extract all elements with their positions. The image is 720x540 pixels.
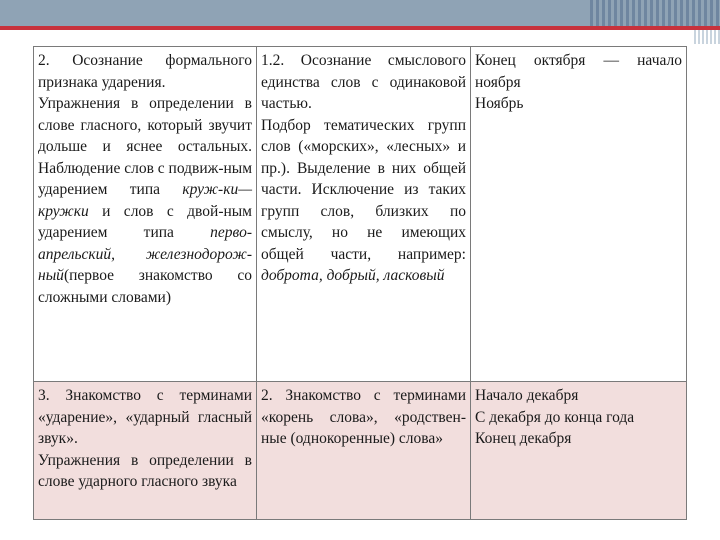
corner-decoration — [694, 30, 720, 44]
cell-paragraph — [38, 93, 252, 308]
cell-paragraph: Конец октября — начало ноября — [475, 52, 682, 91]
accent-line — [0, 26, 720, 30]
table-cell — [257, 47, 471, 382]
cell-paragraph: 2. Осознание формального признака ударения. — [38, 52, 252, 91]
banner-stripes — [590, 0, 720, 26]
curriculum-table — [33, 46, 687, 520]
example-words: доброта, добрый, ласковый — [261, 267, 445, 284]
table-cell — [34, 382, 257, 520]
cell-paragraph — [261, 115, 466, 287]
table-cell — [257, 382, 471, 520]
table-cell — [471, 47, 687, 382]
table-row — [34, 382, 687, 520]
cell-text: и слов с двой-ным ударением типа — [38, 202, 252, 241]
top-banner — [0, 0, 720, 26]
cell-line: Начало декабря — [475, 387, 579, 404]
example-words: круж-ки— кружки — [38, 181, 252, 220]
cell-paragraph: 3. Знакомство с терминами «ударение», «ударный гласный звук». — [38, 387, 252, 447]
cell-text: (первое знакомство со сложными словами) — [38, 267, 252, 306]
table-cell — [34, 47, 257, 382]
cell-line: С декабря до конца года — [475, 408, 635, 426]
cell-line: Конец декабря — [475, 430, 572, 447]
cell-paragraph: Упражнения в определении в слове ударного гласного звука — [38, 451, 252, 490]
cell-paragraph: 2. Знакомство с терминами «корень слова», «родствен-ные (однокоренные) слова» — [261, 387, 466, 447]
table-row — [34, 47, 687, 382]
example-words: перво-апрельский, железнодорож-ный — [38, 224, 252, 284]
cell-paragraph: 1.2. Осознание смыслового единства слов с одинаковой частью. — [261, 52, 466, 112]
cell-text: Упражнения в определении в слове гласного, который звучит дольше и яснее остальных. Наблюдение слов с подвиж-ным ударением типа — [38, 95, 253, 198]
cell-text: Подбор тематических групп слов («морских», «лесных» и пр.). Выделение в них общей части. Исключение из таких групп слов, близких по смыслу, но не имеющих общей части, например: — [261, 116, 466, 263]
cell-paragraph: Ноябрь — [475, 95, 524, 112]
table-cell — [471, 382, 687, 520]
